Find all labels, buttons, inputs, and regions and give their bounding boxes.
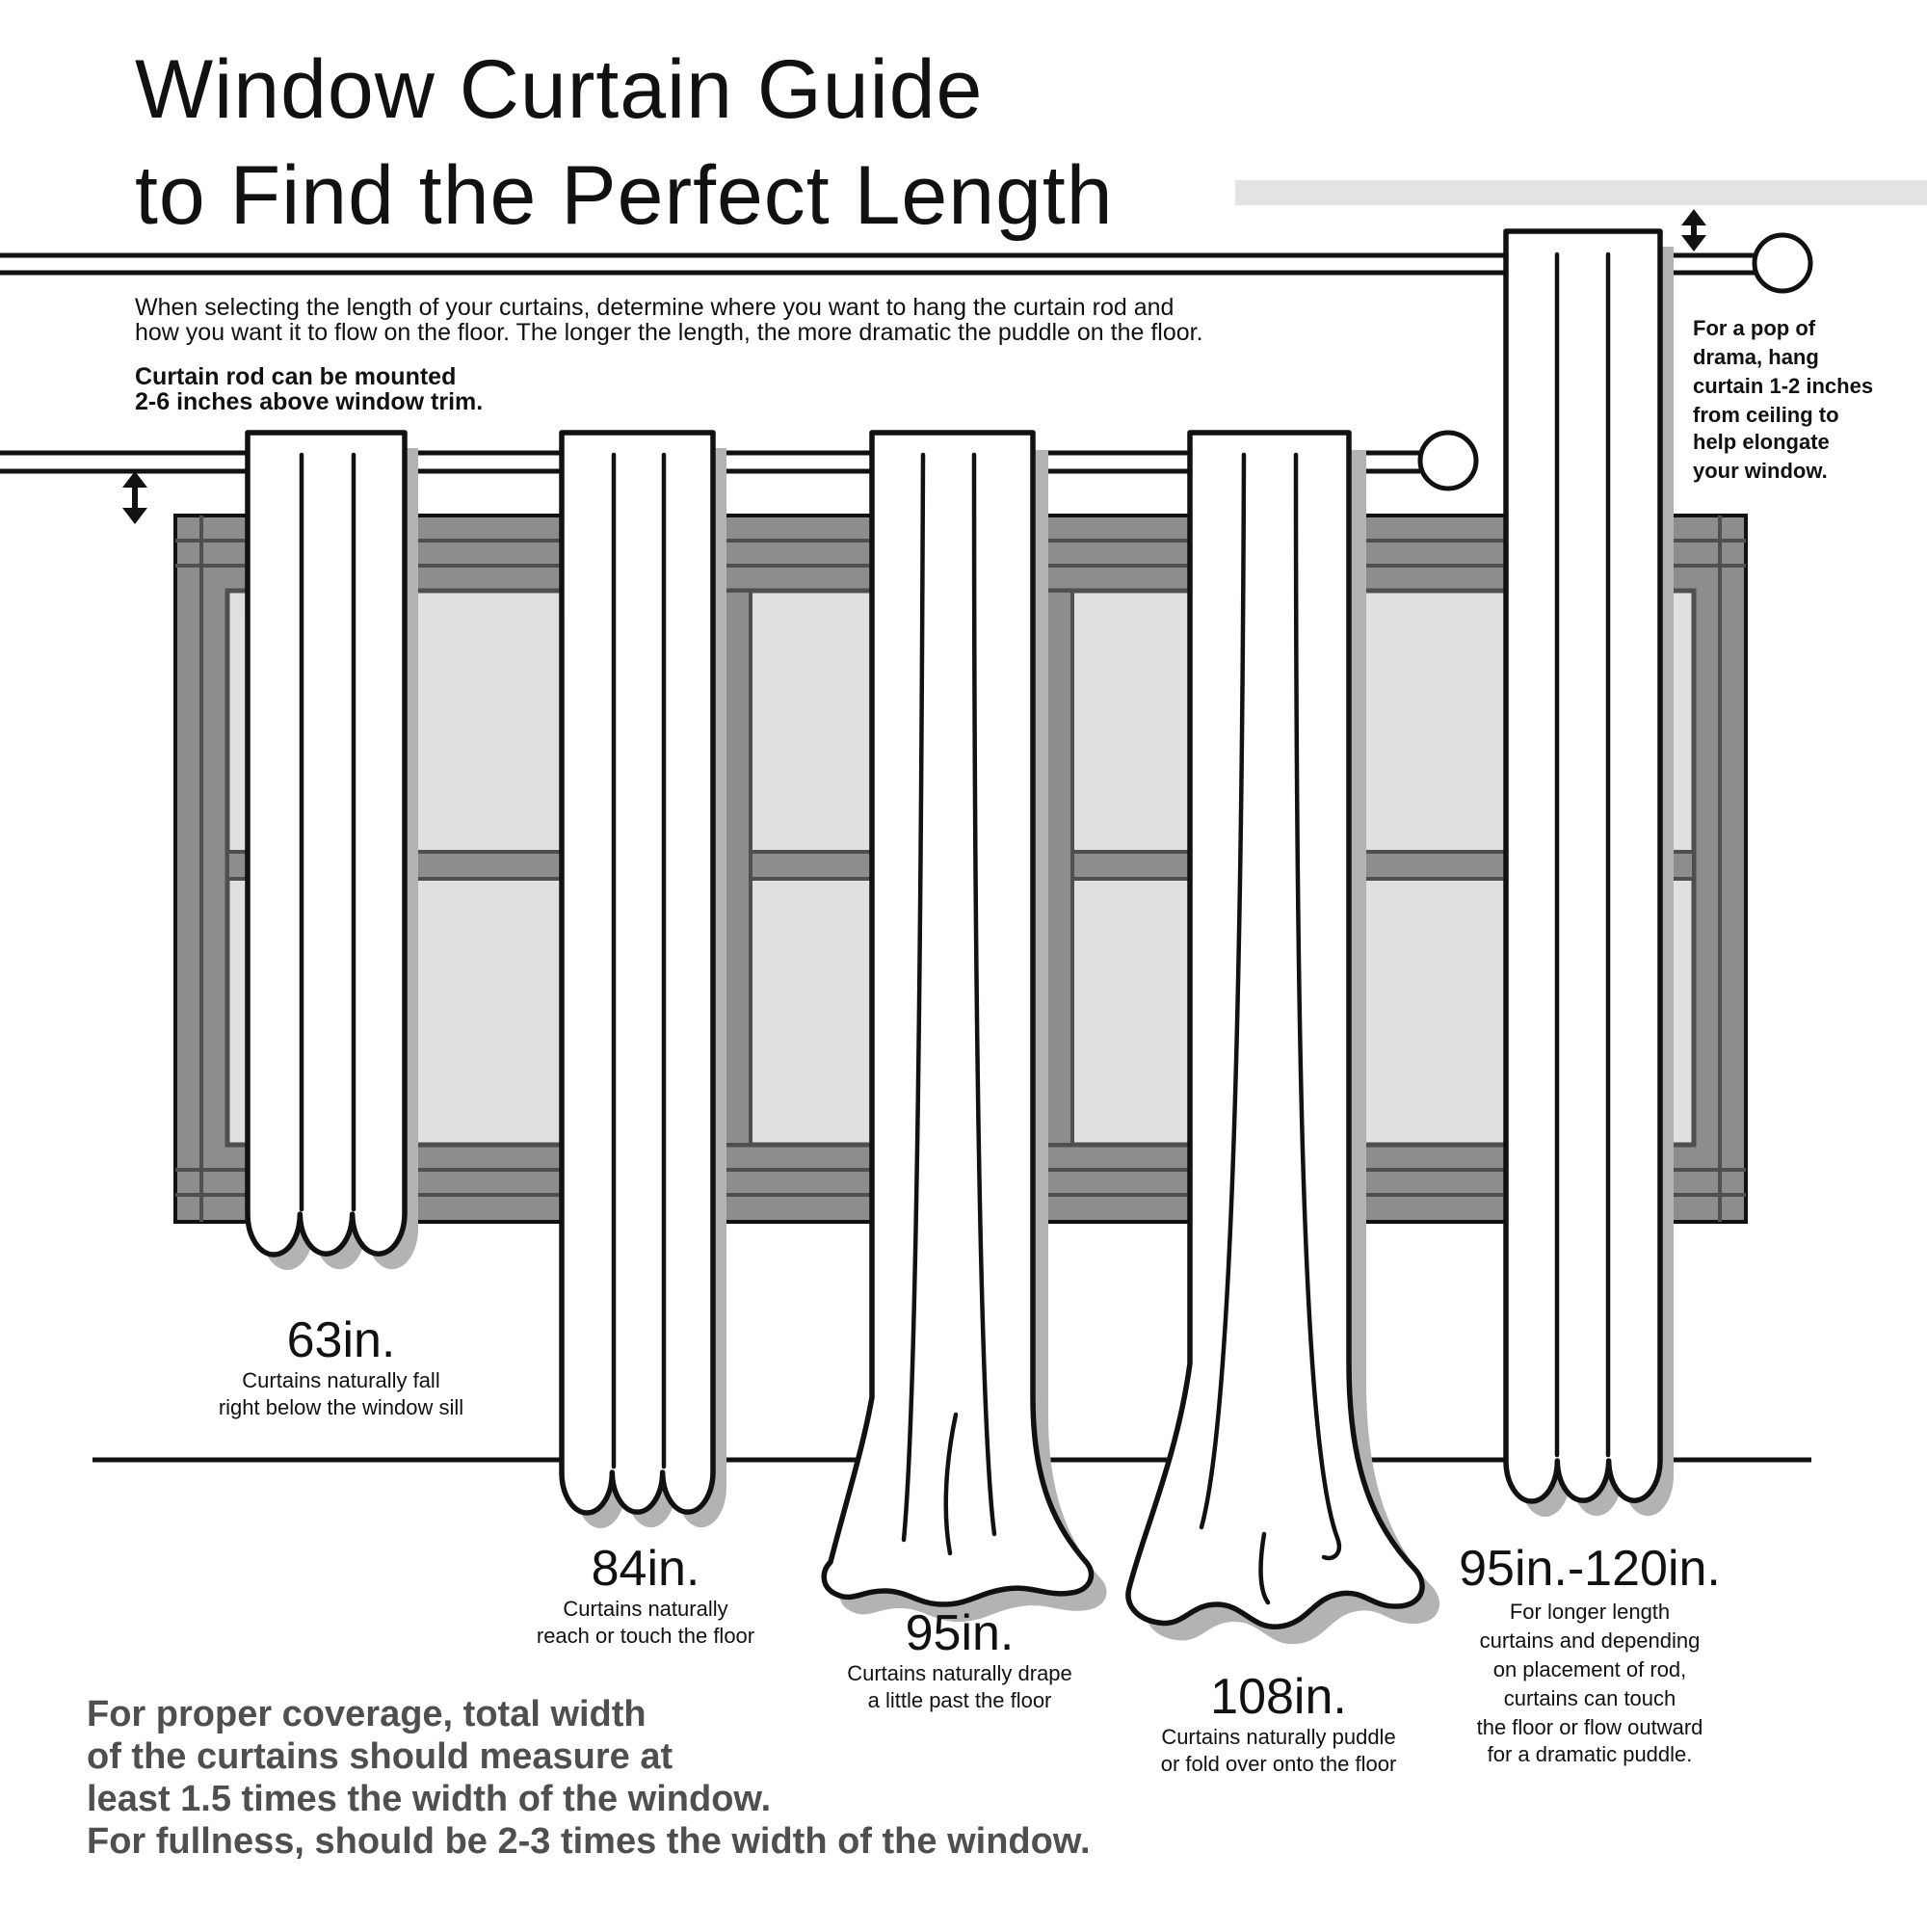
rod-finial-icon — [1755, 235, 1810, 291]
svg-text:a little past the floor: a little past the floor — [867, 1688, 1052, 1712]
svg-text:for a dramatic puddle.: for a dramatic puddle. — [1487, 1742, 1693, 1766]
coverage-note — [87, 1694, 1091, 1862]
window-mullion-vertical — [725, 591, 751, 1145]
length-value: 95in.-120in. — [1459, 1541, 1721, 1597]
page-title-line2: to Find the Perfect Length — [135, 149, 1114, 242]
svg-text:curtains can touch: curtains can touch — [1503, 1686, 1676, 1710]
length-value: 108in. — [1210, 1669, 1347, 1725]
svg-text:curtain 1-2 inches: curtain 1-2 inches — [1693, 374, 1874, 398]
rod-finial-icon — [1420, 433, 1476, 489]
window-mullion-vertical — [1046, 591, 1072, 1145]
svg-text:help elongate: help elongate — [1693, 430, 1830, 454]
svg-text:For fullness, should be 2-3 ti: For fullness, should be 2-3 times the width of the window. — [87, 1821, 1091, 1862]
rod-note-line1: Curtain rod can be mounted — [135, 363, 457, 390]
svg-text:For a pop of: For a pop of — [1693, 316, 1816, 340]
ceiling-gap-arrow-icon — [1681, 209, 1706, 251]
svg-text:on placement of rod,: on placement of rod, — [1492, 1657, 1687, 1681]
intro-text-line2: how you want it to flow on the floor. The longer the length, the more dramatic the puddle on the floor. — [135, 319, 1203, 346]
intro-text-line1: When selecting the length of your curtains, determine where you want to hang the curtain rod and — [135, 294, 1175, 321]
label-63in — [219, 1312, 463, 1419]
curtain-84in — [562, 433, 726, 1528]
length-value: 84in. — [591, 1541, 700, 1597]
svg-text:the floor or flow outward: the floor or flow outward — [1476, 1715, 1703, 1739]
label-84in — [537, 1541, 754, 1648]
length-value: 95in. — [905, 1605, 1015, 1661]
svg-text:from ceiling to: from ceiling to — [1693, 403, 1839, 427]
curtain-63in — [248, 433, 418, 1270]
svg-text:right below the window sill: right below the window sill — [218, 1395, 464, 1419]
length-value: 63in. — [286, 1312, 396, 1368]
label-95-120in — [1459, 1541, 1721, 1766]
curtain-95-120in — [1506, 231, 1674, 1517]
svg-text:Curtains naturally fall: Curtains naturally fall — [242, 1368, 440, 1392]
svg-text:drama, hang: drama, hang — [1693, 345, 1819, 369]
svg-text:curtains and depending: curtains and depending — [1479, 1628, 1701, 1653]
svg-text:least 1.5 times the width of t: least 1.5 times the width of the window. — [87, 1779, 772, 1819]
ceiling-bar — [1235, 180, 1927, 205]
rod-note-line2: 2-6 inches above window trim. — [135, 388, 484, 415]
svg-text:Curtains naturally drape: Curtains naturally drape — [847, 1661, 1072, 1685]
svg-text:For longer length: For longer length — [1509, 1600, 1671, 1624]
svg-text:of the curtains should measure: of the curtains should measure at — [87, 1736, 673, 1777]
svg-text:reach or touch the floor: reach or touch the floor — [536, 1624, 755, 1648]
rod-height-arrow-icon — [122, 471, 147, 524]
ceiling-note — [1693, 316, 1873, 483]
svg-text:For proper coverage, total wid: For proper coverage, total width — [87, 1694, 647, 1734]
svg-text:or fold over onto the floor: or fold over onto the floor — [1160, 1752, 1397, 1776]
svg-text:Curtains naturally: Curtains naturally — [563, 1597, 728, 1621]
svg-text:your window.: your window. — [1693, 459, 1828, 483]
page-title-line1: Window Curtain Guide — [135, 43, 984, 136]
label-108in — [1161, 1669, 1397, 1776]
label-95in — [847, 1605, 1072, 1712]
svg-text:Curtains naturally puddle: Curtains naturally puddle — [1161, 1725, 1396, 1749]
